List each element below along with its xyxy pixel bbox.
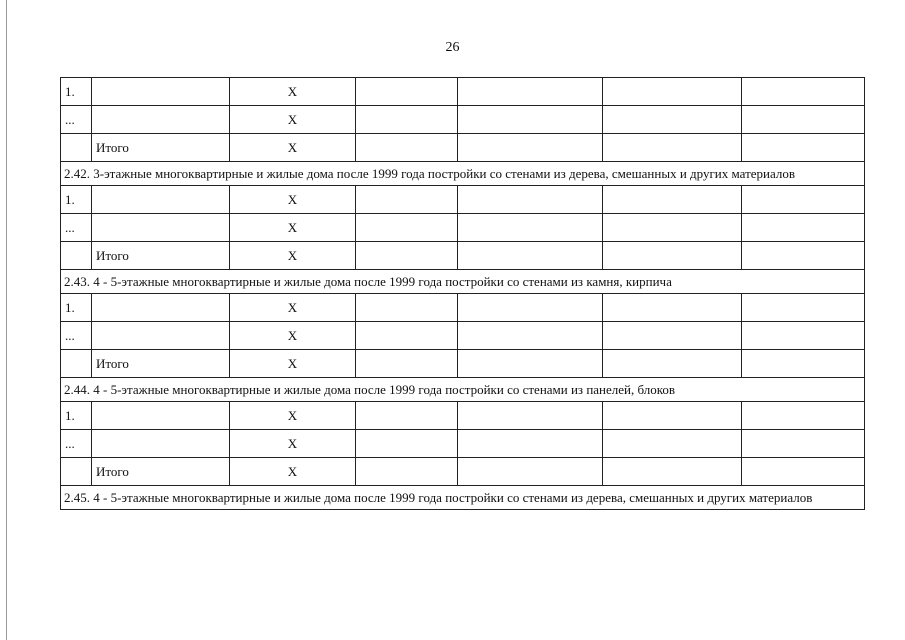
row-name-cell: [92, 294, 230, 322]
section-heading: 2.42. 3-этажные многоквартирные и жилые дома после 1999 года постройки со стенами из дерева, смешанных и других материалов: [61, 162, 865, 186]
row-name-cell: [92, 322, 230, 350]
row-number-cell: [61, 242, 92, 270]
table-row: [61, 350, 865, 378]
row-number-cell: [61, 458, 92, 486]
table-row: [61, 134, 865, 162]
empty-cell: [458, 458, 603, 486]
empty-cell: [742, 458, 865, 486]
table-row: [61, 242, 865, 270]
table-row: [61, 430, 865, 458]
empty-cell: [603, 458, 742, 486]
empty-cell: [458, 294, 603, 322]
empty-cell: [356, 294, 458, 322]
row-name-cell: [92, 430, 230, 458]
section-heading-row: [61, 378, 865, 402]
empty-cell: [356, 242, 458, 270]
empty-cell: [458, 78, 603, 106]
empty-cell: [458, 322, 603, 350]
row-mark-cell: X: [230, 322, 356, 350]
section-heading-row: [61, 162, 865, 186]
table-row: [61, 402, 865, 430]
empty-cell: [603, 402, 742, 430]
row-number-cell: ...: [61, 214, 92, 242]
row-name-cell: [92, 402, 230, 430]
row-name-cell: Итого: [92, 242, 230, 270]
empty-cell: [458, 242, 603, 270]
empty-cell: [356, 78, 458, 106]
empty-cell: [356, 134, 458, 162]
section-heading: 2.44. 4 - 5-этажные многоквартирные и жилые дома после 1999 года постройки со стенами из панелей, блоков: [61, 378, 865, 402]
page-number: 26: [445, 40, 460, 55]
row-mark-cell: X: [230, 242, 356, 270]
table-row: [61, 186, 865, 214]
empty-cell: [356, 402, 458, 430]
empty-cell: [603, 134, 742, 162]
row-mark-cell: X: [230, 106, 356, 134]
empty-cell: [742, 134, 865, 162]
empty-cell: [742, 322, 865, 350]
row-mark-cell: X: [230, 214, 356, 242]
row-number-cell: 1.: [61, 294, 92, 322]
table-row: [61, 78, 865, 106]
empty-cell: [458, 214, 603, 242]
empty-cell: [742, 242, 865, 270]
scan-edge-line: [6, 0, 7, 640]
empty-cell: [603, 430, 742, 458]
empty-cell: [742, 294, 865, 322]
table-row: [61, 106, 865, 134]
empty-cell: [356, 106, 458, 134]
empty-cell: [603, 106, 742, 134]
empty-cell: [742, 402, 865, 430]
row-mark-cell: X: [230, 458, 356, 486]
row-number-cell: ...: [61, 106, 92, 134]
empty-cell: [356, 186, 458, 214]
row-mark-cell: X: [230, 430, 356, 458]
empty-cell: [742, 186, 865, 214]
row-mark-cell: X: [230, 402, 356, 430]
section-heading: 2.45. 4 - 5-этажные многоквартирные и жилые дома после 1999 года постройки со стенами из дерева, смешанных и других материалов: [61, 486, 865, 510]
empty-cell: [356, 458, 458, 486]
section-heading-row: [61, 486, 865, 510]
data-table: [60, 77, 865, 510]
table-row: [61, 458, 865, 486]
empty-cell: [742, 430, 865, 458]
row-mark-cell: X: [230, 350, 356, 378]
empty-cell: [742, 214, 865, 242]
row-number-cell: 1.: [61, 402, 92, 430]
row-mark-cell: X: [230, 294, 356, 322]
row-name-cell: [92, 78, 230, 106]
empty-cell: [603, 242, 742, 270]
table-row: [61, 214, 865, 242]
empty-cell: [603, 294, 742, 322]
empty-cell: [742, 350, 865, 378]
row-name-cell: Итого: [92, 458, 230, 486]
table-row: [61, 322, 865, 350]
row-mark-cell: X: [230, 186, 356, 214]
empty-cell: [742, 106, 865, 134]
empty-cell: [356, 350, 458, 378]
empty-cell: [356, 430, 458, 458]
row-number-cell: ...: [61, 322, 92, 350]
row-mark-cell: X: [230, 134, 356, 162]
table-row: [61, 294, 865, 322]
empty-cell: [603, 214, 742, 242]
empty-cell: [458, 402, 603, 430]
empty-cell: [356, 322, 458, 350]
empty-cell: [458, 106, 603, 134]
row-mark-cell: X: [230, 78, 356, 106]
row-number-cell: [61, 350, 92, 378]
empty-cell: [603, 78, 742, 106]
row-number-cell: ...: [61, 430, 92, 458]
row-name-cell: Итого: [92, 134, 230, 162]
row-name-cell: [92, 106, 230, 134]
empty-cell: [742, 78, 865, 106]
row-number-cell: [61, 134, 92, 162]
empty-cell: [458, 430, 603, 458]
empty-cell: [356, 214, 458, 242]
empty-cell: [603, 322, 742, 350]
empty-cell: [603, 186, 742, 214]
row-name-cell: Итого: [92, 350, 230, 378]
section-heading: 2.43. 4 - 5-этажные многоквартирные и жилые дома после 1999 года постройки со стенами из камня, кирпича: [61, 270, 865, 294]
section-heading-row: [61, 270, 865, 294]
row-name-cell: [92, 214, 230, 242]
empty-cell: [458, 134, 603, 162]
row-number-cell: 1.: [61, 78, 92, 106]
empty-cell: [603, 350, 742, 378]
empty-cell: [458, 350, 603, 378]
empty-cell: [458, 186, 603, 214]
row-name-cell: [92, 186, 230, 214]
row-number-cell: 1.: [61, 186, 92, 214]
